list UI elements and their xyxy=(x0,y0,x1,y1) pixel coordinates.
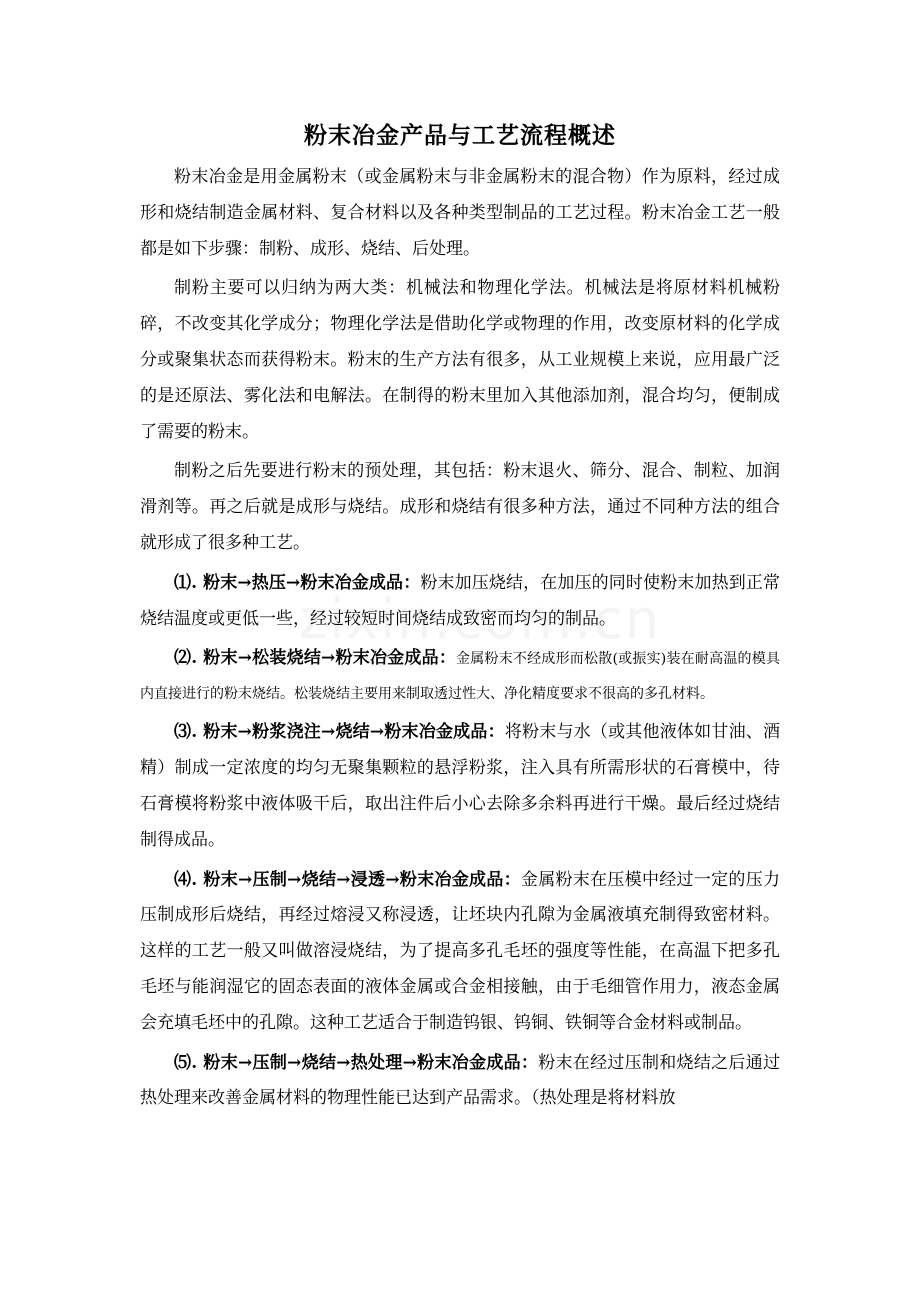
paragraph-pretreatment xyxy=(140,454,780,561)
paragraph-text: 制粉主要可以归纳为两大类：机械法和物理化学法。机械法是将原材料机械粉碎，不改变其化学成分；物理化学法是借助化学或物理的作用，改变原材料的化学成分或聚集状态而获得粉末。粉末的生产方法有很多，从工业规模上来说，应用最广泛的是还原法、雾化法和电解法。在制得的粉末里加入其他添加剂，混合均匀，便制成了需要的粉末。 xyxy=(140,278,780,442)
document-body xyxy=(140,160,780,1121)
paragraph-text: 粉末在经过压制和烧结之后通过热处理来改善金属材料的物理性能已达到产品需求。（热处理是将材料放 xyxy=(140,1052,780,1109)
paragraph-text: 金属粉末在压模中经过一定的压力压制成形后烧结，再经过熔浸又称浸透，让坯块内孔隙为金属液填充制得致密材料。这样的工艺一般又叫做溶浸烧结，为了提高多孔毛坯的强度等性能，在高温下把多孔毛坯与能润湿它的固态表面的液体金属或合金相接触，由于毛细管作用力，液态金属会充填毛坯中的孔隙。这种工艺适合于制造钨银、钨铜、铁铜等合金材料或制品。 xyxy=(140,869,780,1033)
paragraph-text: 粉末冶金是用金属粉末（或金属粉末与非金属粉末的混合物）作为原料，经过成形和烧结制造金属材料、复合材料以及各种类型制品的工艺过程。粉末冶金工艺一般都是如下步骤：制粉、成形、烧结、后处理。 xyxy=(140,167,780,259)
process-heading: ⑶. 粉末→粉浆浇注→烧结→粉末冶金成品： xyxy=(174,722,505,743)
document-title: 粉末冶金产品与工艺流程概述 xyxy=(304,123,616,149)
process-heading: ⑷. 粉末→压制→烧结→浸透→粉末冶金成品： xyxy=(174,869,521,890)
paragraph-process-5 xyxy=(140,1046,780,1118)
paragraph-intro xyxy=(140,160,780,267)
paragraph-process-4 xyxy=(140,863,780,1042)
paragraph-powder-making xyxy=(140,271,780,450)
paragraph-text: 将粉末与水（或其他液体如甘油、酒精）制成一定浓度的均匀无聚集颗粒的悬浮粉浆，注入具有所需形状的石膏模中，待石膏模将粉浆中液体吸干后，取出注件后小心去除多余料再进行干燥。最后经过烧结制得成品。 xyxy=(140,722,780,850)
paragraph-process-1 xyxy=(140,566,780,638)
paragraph-process-2 xyxy=(140,641,780,711)
paragraph-text: 制粉之后先要进行粉末的预处理，其包括：粉末退火、筛分、混合、制粒、加润滑剂等。再之后就是成形与烧结。成形和烧结有很多种方法，通过不同种方法的组合就形成了很多种工艺。 xyxy=(140,461,780,553)
process-heading: ⑵. 粉末→松装烧结→粉末冶金成品： xyxy=(174,648,457,669)
process-heading: ⑸. 粉末→压制→烧结→热处理→粉末冶金成品： xyxy=(174,1052,539,1073)
process-heading: ⑴. 粉末→热压→粉末冶金成品： xyxy=(174,572,421,593)
paragraph-process-3 xyxy=(140,715,780,858)
paragraph-text: 粉末加压烧结，在加压的同时使粉末加热到正常烧结温度或更低一些，经过较短时间烧结成致密而均匀的制品。 xyxy=(140,572,780,629)
paragraph-text: 金属粉末不经成形而松散(或振实)装在耐高温的模具内直接进行的粉末烧结。松装烧结主要用来制取透过性大、净化精度要求不很高的多孔材料。 xyxy=(140,651,780,703)
